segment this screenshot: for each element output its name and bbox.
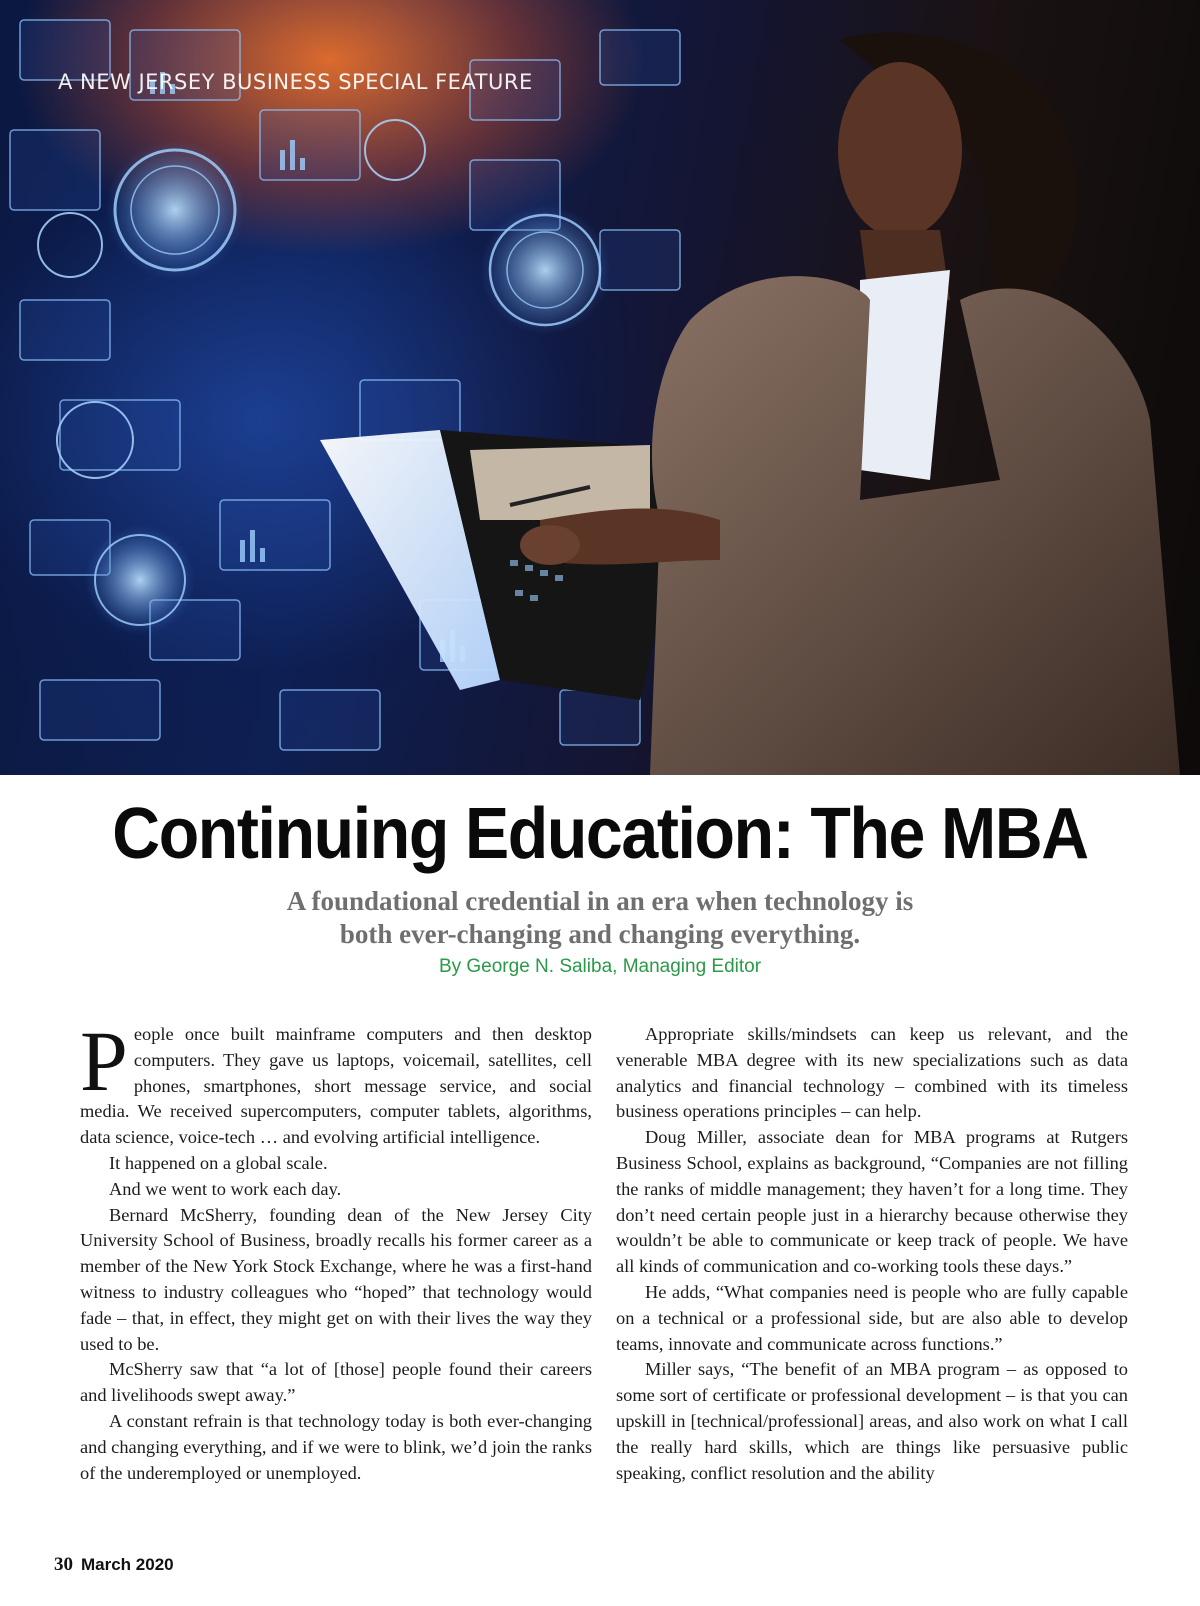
page-footer xyxy=(54,1554,174,1576)
section-kicker: A NEW JERSEY BUSINESS SPECIAL FEATURE xyxy=(58,70,533,94)
paragraph: McSherry saw that “a lot of [those] people found their careers and livelihoods swept away.” xyxy=(80,1359,592,1406)
drop-cap: P xyxy=(80,1013,128,1109)
hero-illustration xyxy=(0,0,1200,775)
paragraph: Appropriate skills/mindsets can keep us relevant, and the venerable MBA degree with its new specializations such as data analytics and financial technology – combined with its timeless business operations principles – can help. xyxy=(616,1024,1128,1122)
article-column-right xyxy=(616,1022,1128,1486)
page-number: 30 xyxy=(54,1554,73,1575)
issue-date: March 2020 xyxy=(81,1555,174,1574)
deck-line-2: both ever-changing and changing everything. xyxy=(339,919,861,949)
paragraph: He adds, “What companies need is people who are fully capable on a technical or a professional side, but are also able to develop teams, innovate and communicate across functions.” xyxy=(616,1281,1128,1354)
paragraph: It happened on a global scale. xyxy=(109,1152,328,1173)
article-headline: Continuing Education: The MBA xyxy=(112,794,1088,874)
article-byline: By George N. Saliba, Managing Editor xyxy=(438,956,762,977)
paragraph: Bernard McSherry, founding dean of the New Jersey City University School of Business, broadly recalls his former career as a member of the New York Stock Exchange, where he was a first-hand witness to industry colleagues who “hoped” that technology would fade – that, in effect, they might get on with their lives the way they used to be. xyxy=(80,1204,592,1354)
paragraph: Miller says, “The benefit of an MBA program – as opposed to some sort of certificate or professional development – is that you can upskill in [technical/professional] areas, and also work on what I call the really hard skills, which are things like persuasive public speaking, conflict resolution and the ability xyxy=(616,1359,1128,1483)
paragraph: A constant refrain is that technology today is both ever-changing and changing everything, and if we were to blink, we’d join the ranks of the underemployed or unemployed. xyxy=(80,1410,592,1483)
article-column-left xyxy=(80,1013,592,1486)
article-deck xyxy=(150,885,1050,951)
paragraph: And we went to work each day. xyxy=(109,1178,342,1199)
paragraph: Doug Miller, associate dean for MBA programs at Rutgers Business School, explains as background, “Companies are not filling the ranks of middle management; they haven’t for a long time. They don’t need certain people just in a hierarchy because otherwise they wouldn’t be able to communicate or keep track of people. We have all kinds of communication and co-working tools these days.” xyxy=(616,1127,1128,1277)
paragraph xyxy=(80,1013,592,1151)
deck-line-1: A foundational credential in an era when technology is xyxy=(286,886,914,916)
paragraph-text: eople once built mainframe computers and then desktop computers. They gave us laptops, voicemail, satellites, cell phones, smartphones, short message service, and social media. We received supercomputers, computer tablets, algorithms, data science, voice-tech … and evolving artificial intelligence. xyxy=(80,1024,592,1148)
hero-image xyxy=(0,0,1200,775)
